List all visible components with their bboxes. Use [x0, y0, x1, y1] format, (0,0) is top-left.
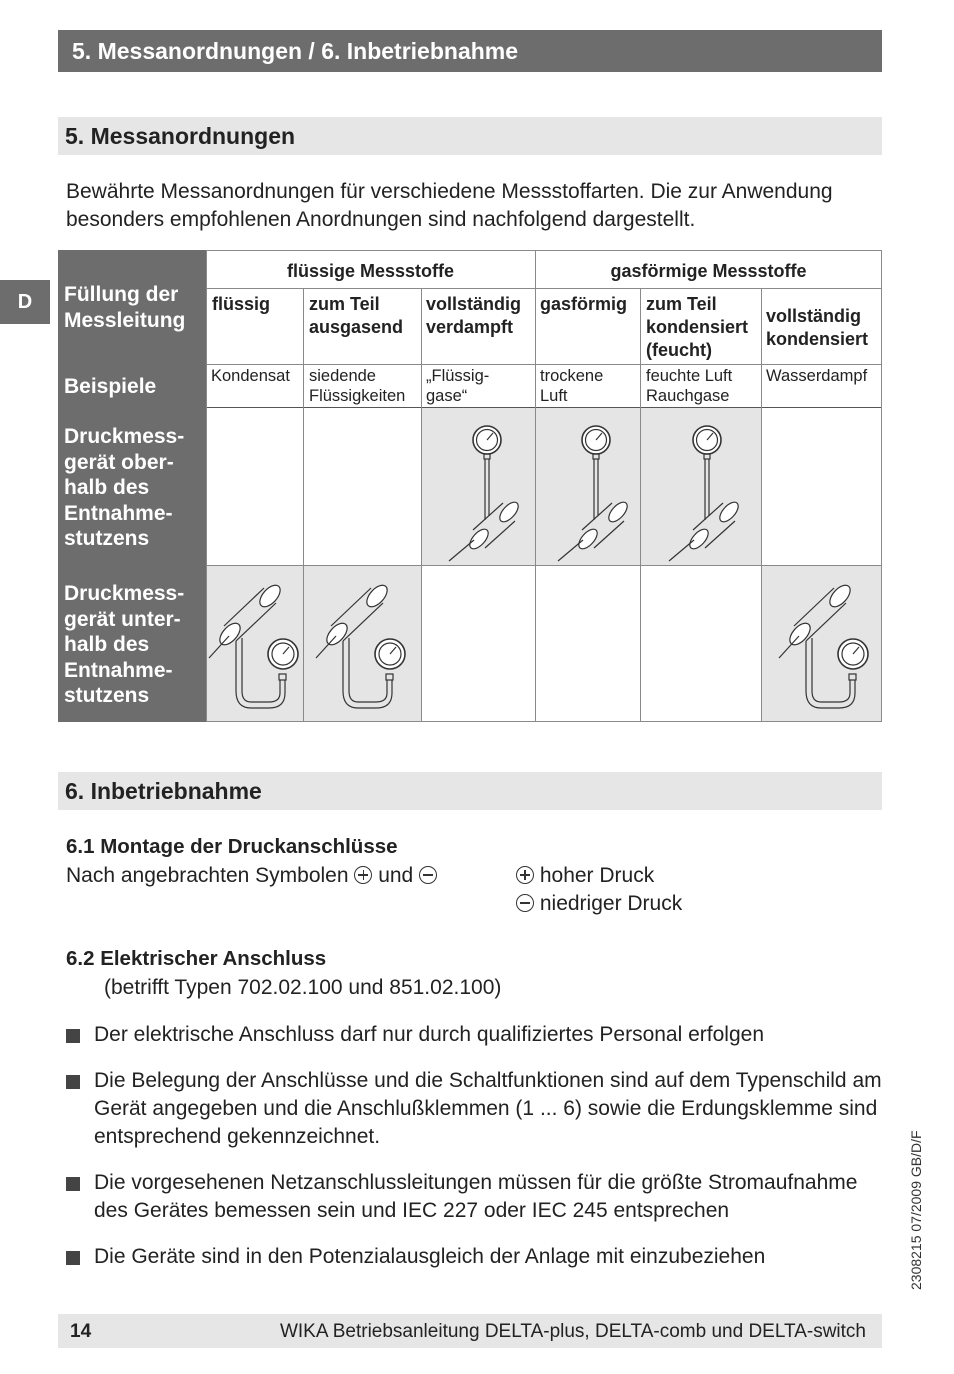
bullet-text: Die vorgesehenen Netzanschlussleitungen müssen für die größte Stromaufnahme des Gerätes bemessen sein und IEC 227 oder IEC 245 entsprechen [94, 1171, 858, 1222]
bullet-text: Der elektrische Anschluss darf nur durch qualifiziertes Personal erfolgen [94, 1023, 765, 1046]
section-6-title: 6. Inbetriebnahme [65, 778, 262, 804]
page-footer [58, 1314, 882, 1348]
legend-low-label: niedriger Druck [539, 892, 683, 915]
square-bullet-icon [66, 1029, 80, 1043]
gauge-above-partially-condensed [669, 426, 741, 561]
measurement-arrangements-table [58, 250, 882, 722]
square-bullet-icon [66, 1251, 80, 1265]
gauge-below-liquid [209, 582, 298, 708]
bullet-text: Die Geräte sind in den Potenzialausgleich der Anlage mit einzubeziehen [94, 1245, 766, 1268]
subsection-6-1-title: 6.1 Montage der Druckanschlüsse [66, 835, 398, 858]
page-header [58, 30, 882, 72]
row-label-fill-text: Füllung der Messleitung [64, 283, 186, 332]
minus-circle-icon [516, 894, 534, 912]
arrangement-diagrams [58, 250, 882, 722]
row-label-above-text: Druckmess-gerät ober-halb des Entnahme-stutzens [64, 425, 185, 550]
gauge-above-fully-evaporated [449, 426, 521, 561]
section-6-heading [58, 772, 882, 810]
bullet-text: Die Belegung der Anschlüsse und die Schaltfunktionen sind auf dem Typenschild am Gerät angegeben und die Anschlußklemmen (1 ... 6) sowie die Erdungsklemme sind entsprechend gekennzeichnet. [94, 1069, 882, 1148]
section-5-title: 5. Messanordnungen [65, 123, 296, 149]
legend-high-label: hoher Druck [539, 864, 655, 887]
subsection-6-1-text [66, 864, 437, 888]
group-header-liquid: flüssige Messstoffe [286, 261, 455, 281]
column-header-fully-condensed: vollständig kondensiert [766, 306, 869, 349]
example-partially-outgassing: siedende Flüssigkeiten [309, 367, 406, 405]
row-label-examples-text: Beispiele [64, 375, 157, 398]
example-gaseous: trockene Luft [540, 367, 604, 405]
subsection-6-1-text-b: und [378, 864, 414, 887]
bullet-item [66, 1067, 882, 1151]
legend-low-pressure [516, 892, 682, 916]
column-header-gaseous: gasförmig [540, 294, 628, 314]
column-header-liquid: flüssig [212, 294, 271, 314]
example-fully-condensed: Wasserdampf [766, 367, 868, 385]
group-header-gaseous: gasförmige Messstoffe [610, 261, 807, 281]
bullet-item [66, 1169, 882, 1225]
example-partially-condensed: feuchte Luft Rauchgase [646, 367, 733, 405]
document-code: 2308215 07/2009 GB/D/F [908, 1130, 924, 1290]
subsection-6-1-text-a: Nach angebrachten Symbolen [66, 864, 349, 887]
gauge-below-fully-condensed [779, 582, 868, 708]
column-header-partially-condensed: zum Teil kondensiert (feucht) [646, 294, 749, 360]
example-fully-evaporated: „Flüssig-gase“ [426, 367, 490, 405]
row-label-below-text: Druckmess-gerät unter-halb des Entnahme-stutzens [64, 582, 185, 707]
page-header-title: 5. Messanordnungen / 6. Inbetriebnahme [72, 38, 519, 64]
language-tab [0, 280, 50, 324]
gauge-above-gaseous [558, 426, 630, 561]
section-5-intro: Bewährte Messanordnungen für verschiedene Messstoffarten. Die zur Anwendung besonders empfohlenen Anordnungen sind nachfolgend dargestellt. [66, 180, 833, 231]
legend-high-pressure [516, 864, 654, 888]
footer-text: WIKA Betriebsanleitung DELTA-plus, DELTA-comb und DELTA-switch [279, 1321, 866, 1342]
example-liquid: Kondensat [211, 367, 290, 385]
page-number: 14 [70, 1321, 92, 1342]
section-5-heading [58, 117, 882, 155]
bullet-item [66, 1021, 882, 1049]
gauge-below-partially-outgassing [316, 582, 405, 708]
language-tab-label: D [17, 291, 33, 313]
subsection-6-2-note: (betrifft Typen 702.02.100 und 851.02.100) [104, 976, 502, 999]
column-header-fully-evaporated: vollständig verdampft [426, 294, 522, 337]
minus-circle-icon [419, 866, 437, 884]
plus-circle-icon [516, 866, 534, 884]
bullet-item [66, 1243, 882, 1271]
column-header-partially-outgassing: zum Teil ausgasend [309, 294, 404, 337]
plus-circle-icon [354, 866, 372, 884]
square-bullet-icon [66, 1177, 80, 1191]
subsection-6-2-title: 6.2 Elektrischer Anschluss [66, 947, 327, 970]
square-bullet-icon [66, 1075, 80, 1089]
